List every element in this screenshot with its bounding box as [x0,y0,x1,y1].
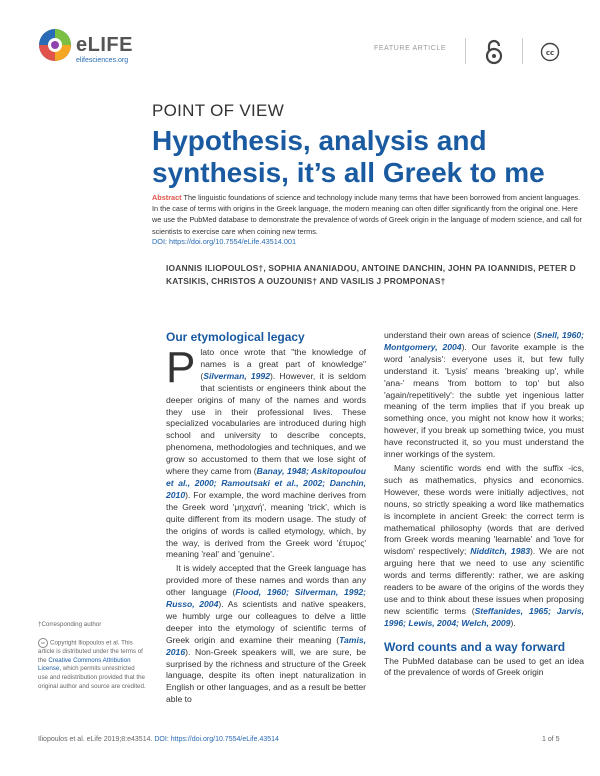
drop-cap: P [166,343,196,392]
paragraph: The PubMed database can be used to get an idea of the prevalence of words of Greek origin [384,655,584,678]
citation-link[interactable]: Flood, 1960; Silverman, 1992; Russo, 2004 [166,587,366,610]
paragraph [384,463,584,630]
text: ). We are not arguing here that we need to use any scientific words and terms differently: rather, we are asking readers to be aware of the origins of the words they use and to think about these issues when proposing new scientific terms ( [384,546,584,616]
right-column [384,330,584,679]
text: ). Our favorite example is the word 'analysis': everyone uses it, but few fully understand it. 'Lysis' means 'breaking up', while 'ana-' means 'from bottom to top' but also 'again/repetitively': the subtle yet ingenious latter meaning of the term implies that if you break up something once, you might not know how it works; however, if you break up something twice, you must have reconstructed it, so you must understand the inner workings of the system. [384,341,584,460]
author-list: IOANNIS ILIOPOULOS†, SOPHIA ANANIADOU, ANTOINE DANCHIN, JOHN PA IOANNIDIS, PETER D KATSIKIS, CHRISTOS A OUZOUNIS† AND VASILIS J PROMPONAS† [166,263,576,286]
section-label: POINT OF VIEW [152,101,285,120]
text: ). As scientists and native speakers, we humbly urge our colleagues to delve a little deeper into the etymology of scientific terms of Greek origin and examine their meaning ( [166,599,366,645]
header-divider [465,38,466,64]
section-heading-word-counts: Word counts and a way forward [384,639,566,654]
text: ). Non-Greek speakers will, we are sure, be surprised by the richness and structure of the Greek language, despite its often inept naturalization in English or other languages, and as a result be better able to [166,646,366,705]
text: ). [510,617,516,628]
brand-name[interactable]: eLIFE [76,34,133,56]
left-column [166,343,366,706]
page-number: 1 of 5 [542,736,560,743]
citation-link[interactable]: Banay, 1948; Askitopoulou et al., 2000; Ramoutsaki et al., 2002; Danchin, 2010 [166,466,366,500]
abstract-text: The linguistic foundations of science and technology include many terms that have been borrowed from ancient languages. In the case of terms with origins in the Greek language, the modern meaning can often differ significantly from the original one. Here we use the PubMed database to demonstrate the prevalence of words of Greek origin in the language of modern science, and call for scientists to exercise care when coining new terms. [152,193,582,236]
article-type: FEATURE ARTICLE [374,45,447,52]
abstract-doi-link[interactable]: DOI: https://doi.org/10.7554/eLife.43514.001 [152,237,297,246]
citation-link[interactable]: Snell, 1960; Montgomery, 2004 [384,330,584,352]
footer-citation-text: Iliopoulos et al. eLife 2019;8:e43514. [38,736,155,743]
citation-link[interactable]: Steffanides, 1965; Jarvis, 1996; Lewis, 2004; Welch, 2009 [384,605,584,628]
text: Many scientific words end with the suffix -ics, such as mathematics, physics and economics. However, these words were initially adjectives, not nouns, so strictly speaking a word like mathematics is incomplete in ancient Greek: the correct term is mathematical philosophy (words that are derived from Greek words meaning 'learnable' and 'love for wisdom' respectively; [384,462,584,557]
copyright-text-b: which permits unrestricted use and redistribution provided that the original author and source are credited. [38,665,146,690]
footer-citation [38,736,279,743]
citation-link[interactable]: Nidditch, 1983 [470,546,531,557]
brand-url[interactable]: elifesciences.org [76,57,129,64]
header-divider [522,38,523,64]
text: understand their own areas of science ( [384,330,537,340]
text: ). For example, the word machine derives from the Greek word 'μηχανή', meaning 'trick', which is quite different from its modern usage. The study of the origins of words is called etymology, which, by the way, is derived from the Greek word 'έτυμος' meaning 'real' and 'genuine'. [166,489,366,560]
cc-small-icon: cc [38,638,48,648]
paragraph [166,563,366,706]
citation-link[interactable]: Tamis, 2016 [166,634,366,657]
text: It is widely accepted that the Greek language has provided more of these names and words than any other language ( [166,563,366,598]
section-heading-etymology: Our etymological legacy [166,330,305,344]
copyright-note [38,638,146,691]
paragraph [384,330,584,461]
open-access-icon [483,38,505,66]
elife-logo-icon[interactable] [38,28,72,62]
corresponding-author-note: †Corresponding author [38,621,102,628]
text: lato once wrote that "the knowledge of names is a great part of knowledge" ( [200,347,366,381]
paragraph [166,343,366,561]
abstract [152,192,584,237]
citation-link[interactable]: Silverman, 1992 [203,370,270,381]
creative-commons-icon [540,42,560,62]
abstract-label: Abstract [152,193,182,202]
footer-doi-link[interactable]: DOI: https://doi.org/10.7554/eLife.43514 [154,736,279,743]
page-title: Hypothesis, analysis and synthesis, it’s all Greek to me [152,125,545,188]
text: ). However, it is seldom that scientists or engineers think about the deeper origins of many of the names and words they use in their professional lives. These specialized vocabularies are introduced during high school and university to describe concepts, phenomena, methodologies and techniques, and we grow so accustomed to them that we lose sight of where they came from ( [166,370,366,477]
copyright-text-a: Copyright Iliopoulos et al. This article is distributed under the terms of the [38,639,143,664]
svg-text:cc: cc [545,49,555,57]
license-link[interactable]: Creative Commons Attribution License, [38,656,131,673]
